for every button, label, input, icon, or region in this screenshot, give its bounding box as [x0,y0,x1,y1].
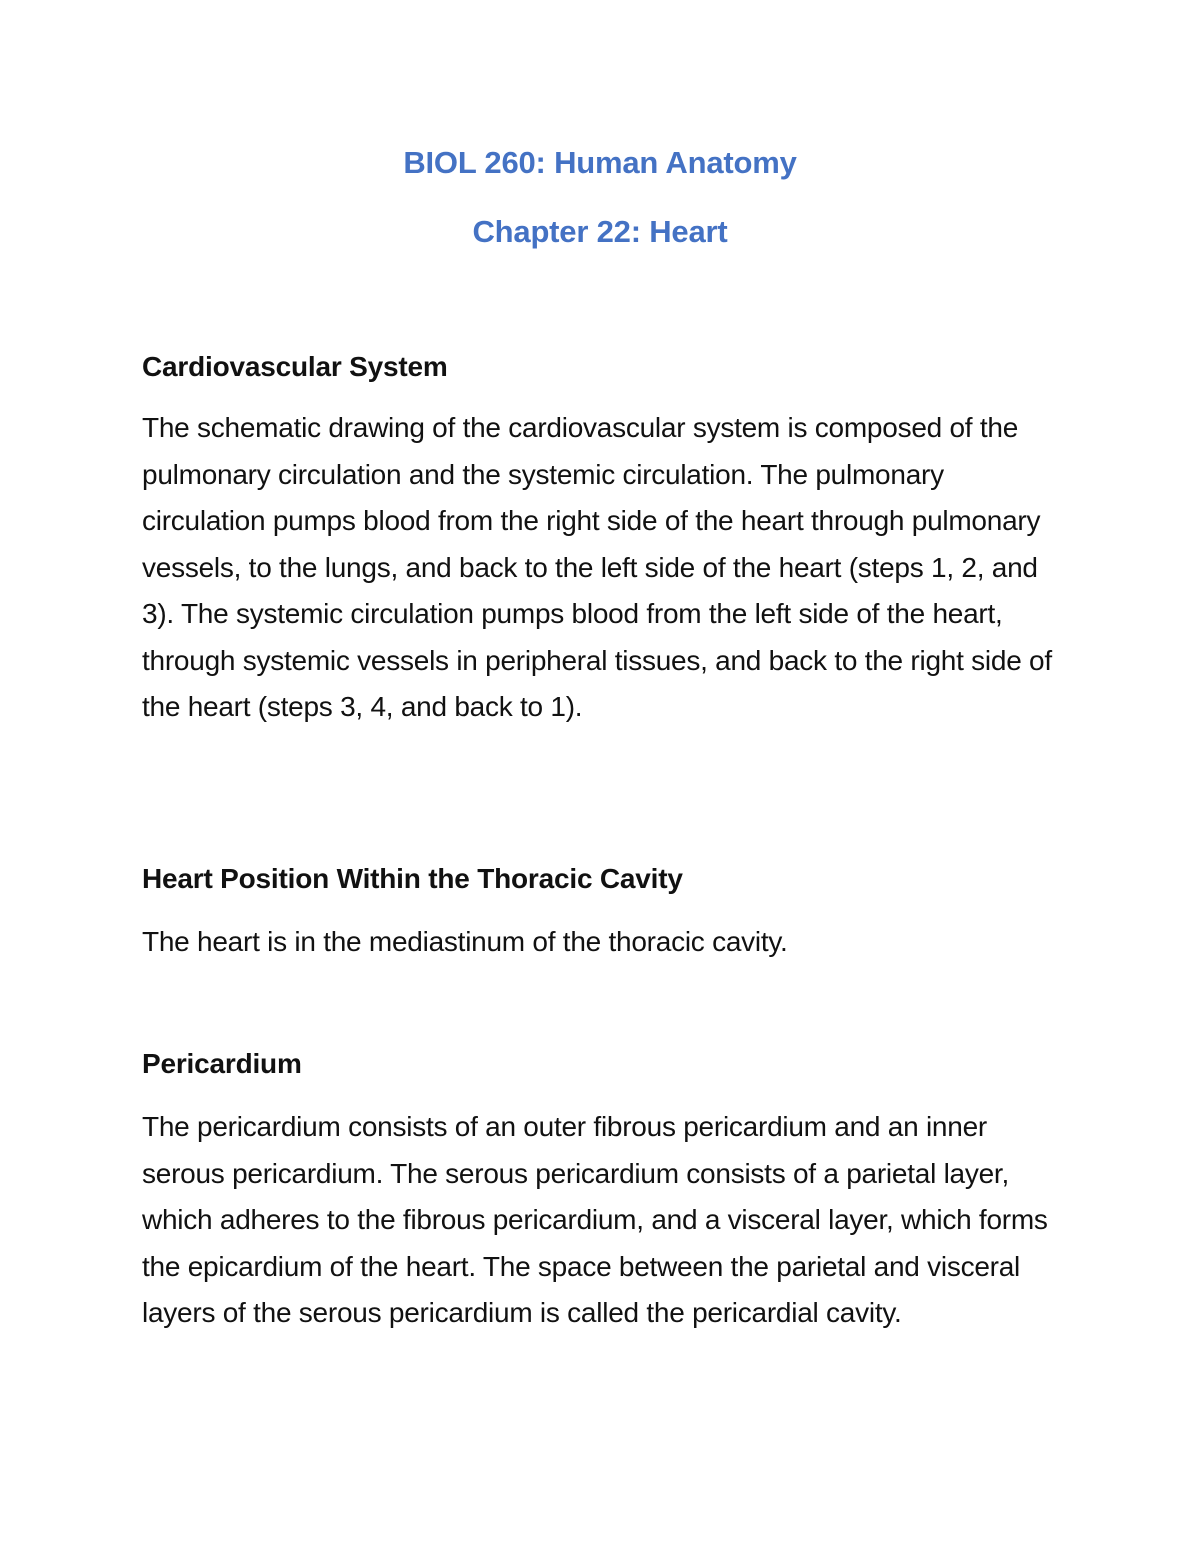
chapter-title: Chapter 22: Heart [472,214,728,249]
section-cardiovascular-system [142,347,1072,731]
section-heart-position [142,859,1072,966]
section-paragraph: The heart is in the mediastinum of the thoracic cavity. [142,926,788,957]
section-paragraph: The schematic drawing of the cardiovascular system is composed of the pulmonary circulation and the systemic circulation. The pulmonary circulation pumps blood from the right side of the heart through pulmonary vessels, to the lungs, and back to the left side of the heart (steps 1, 2, and 3). The systemic circulation pumps blood from the left side of the heart, through systemic vessels in peripheral tissues, and back to the right side of the heart (steps 3, 4, and back to 1). [142,412,1052,722]
course-title: BIOL 260: Human Anatomy [403,145,797,180]
section-heading: Cardiovascular System [142,351,448,382]
section-pericardium [142,1044,1072,1337]
section-heading: Heart Position Within the Thoracic Cavity [142,863,683,894]
section-paragraph: The pericardium consists of an outer fibrous pericardium and an inner serous pericardium. The serous pericardium consists of a parietal layer, which adheres to the fibrous pericardium, and a visceral layer, which forms the epicardium of the heart. The space between the parietal and visceral layers of the serous pericardium is called the pericardial cavity. [142,1111,1048,1328]
section-heading: Pericardium [142,1048,302,1079]
